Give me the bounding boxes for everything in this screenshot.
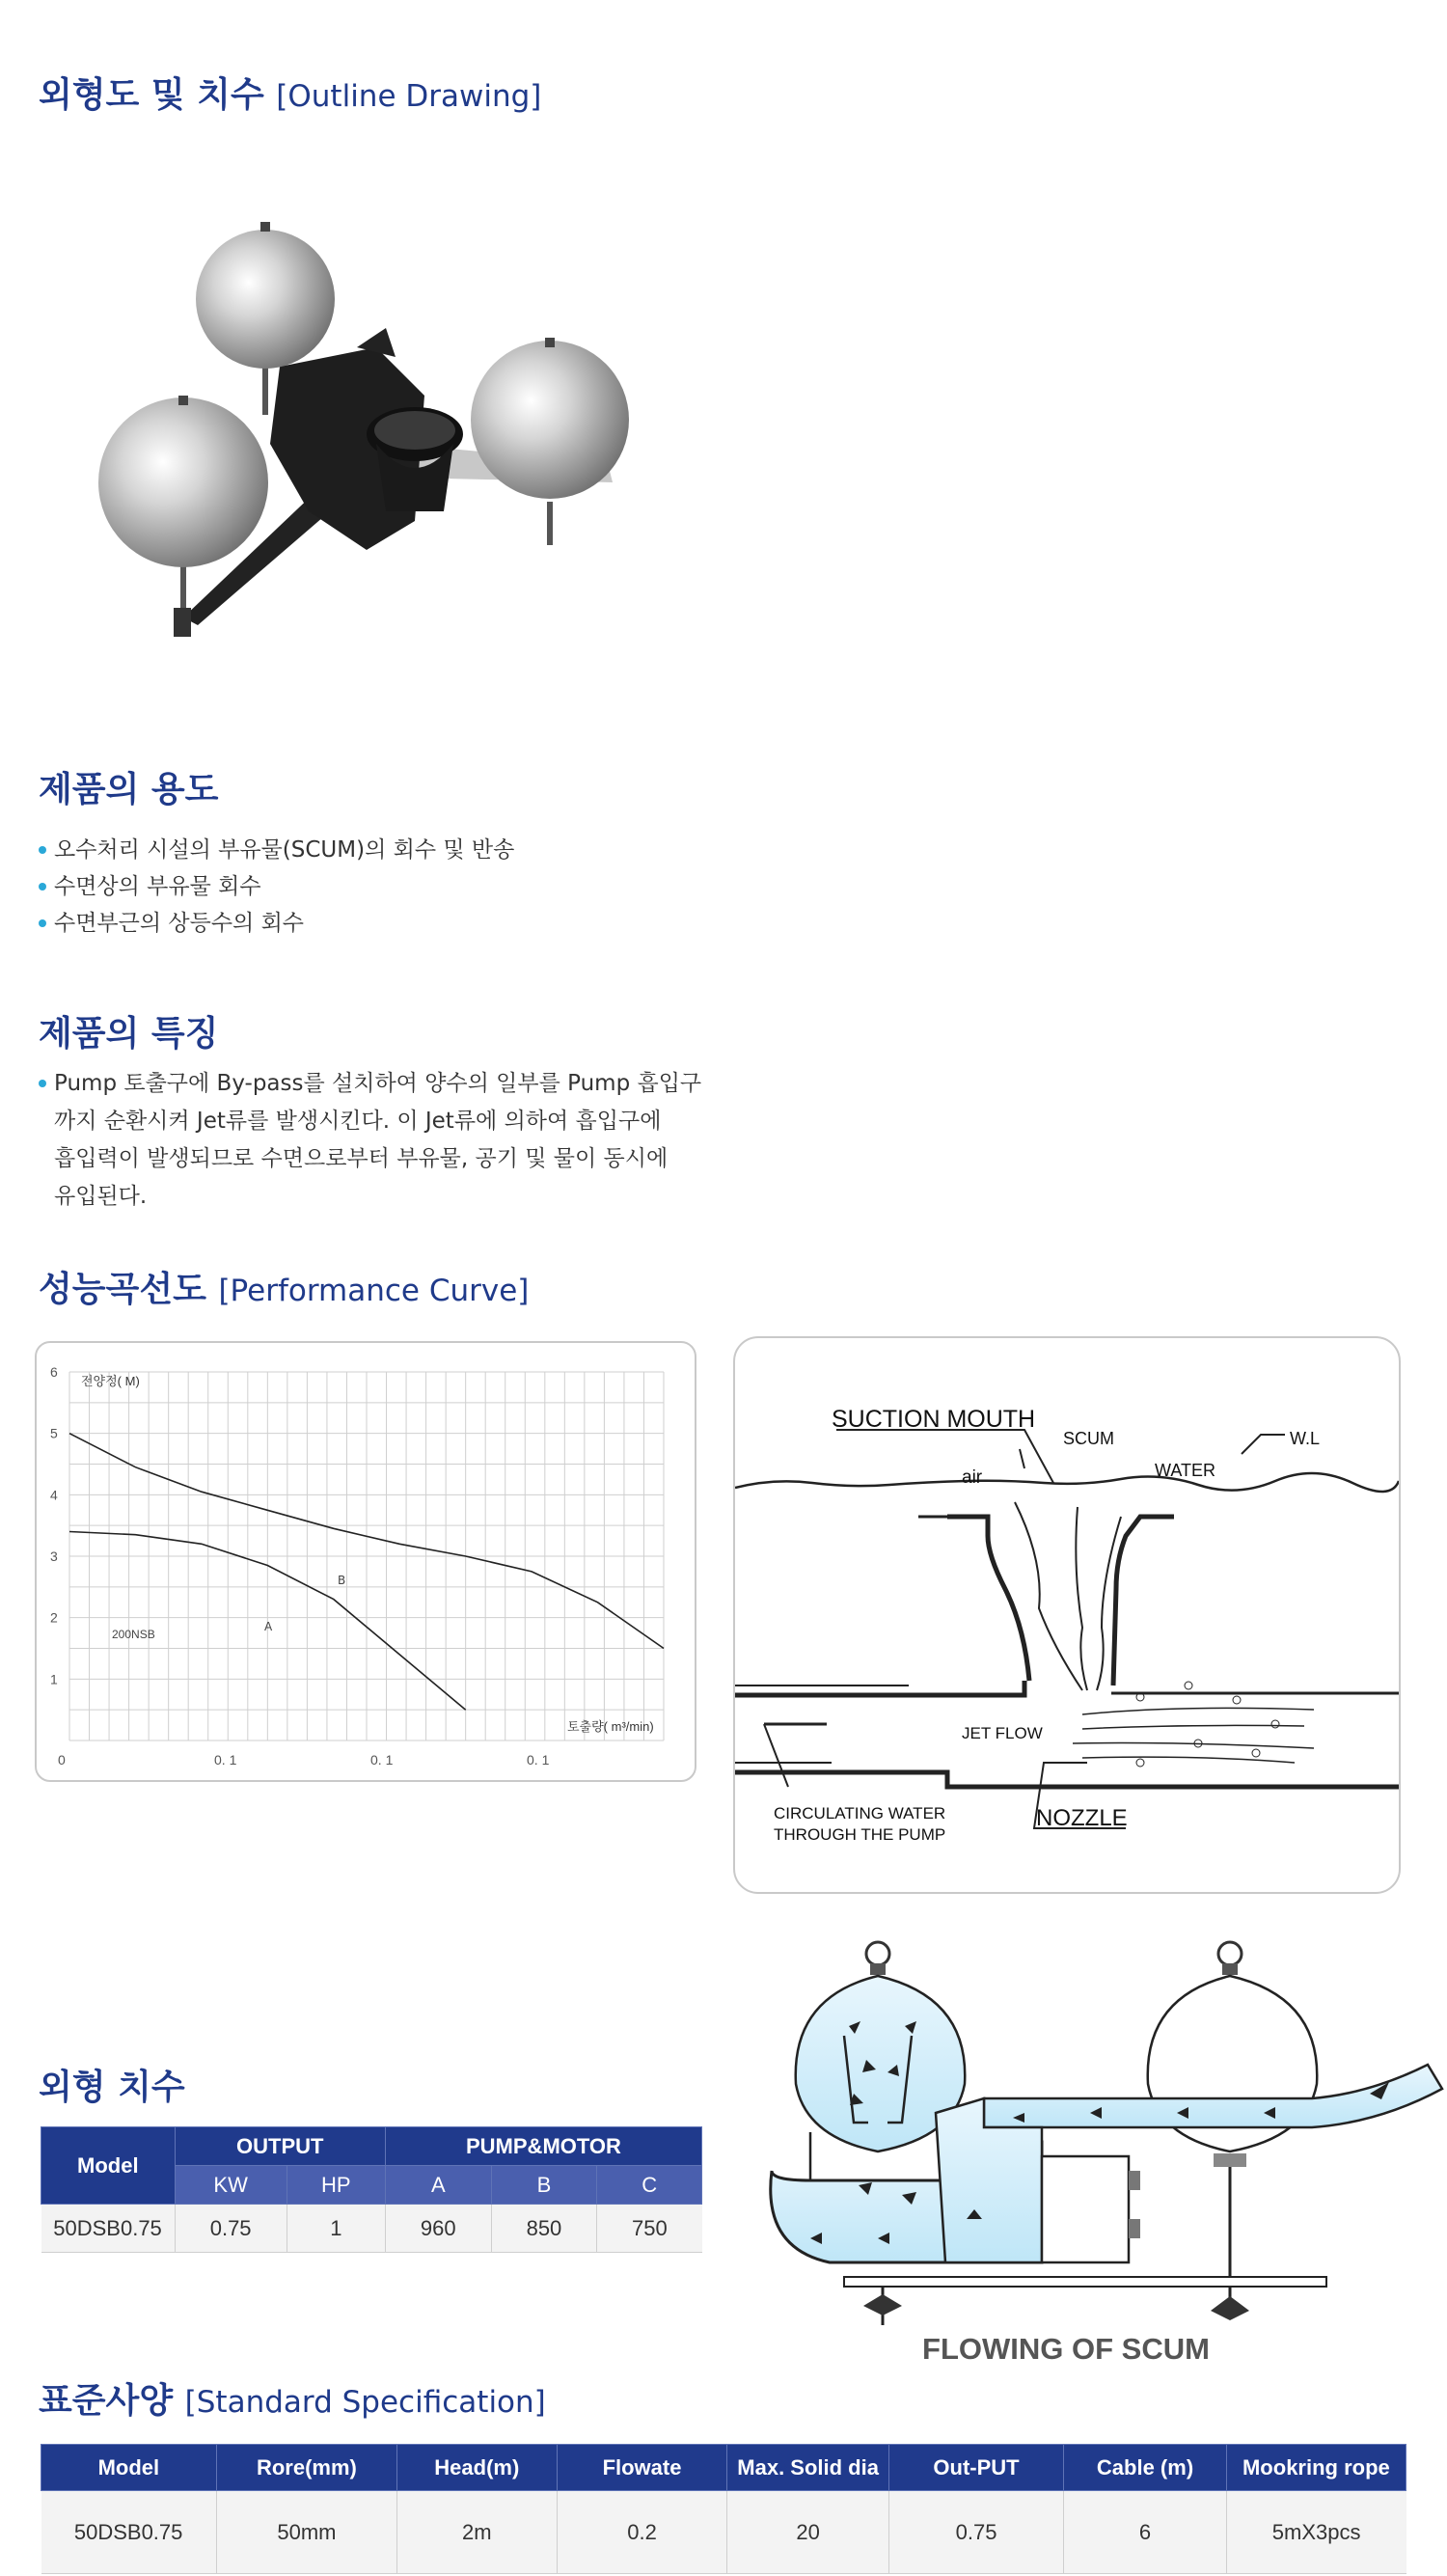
spec-col-bore: Rore(mm): [216, 2445, 396, 2491]
list-item: 수면상의 부유물 회수: [39, 868, 514, 905]
y-tick-label: 5: [50, 1425, 58, 1441]
col-model: Model: [41, 2127, 176, 2205]
flowing-caption: FLOWING OF SCUM: [922, 2332, 1210, 2366]
table-row: 50DSB0.75 50mm 2m 0.2 20 0.75 6 5mX3pcs: [41, 2491, 1406, 2574]
col-a: A: [385, 2166, 491, 2205]
label-suction-mouth: SUCTION MOUTH: [832, 1406, 1036, 1433]
col-pump-motor: PUMP&MOTOR: [385, 2127, 701, 2166]
jet-flow-diagram: [733, 1336, 1401, 1894]
performance-chart: [37, 1343, 695, 1780]
usage-title: 제품의 용도: [39, 770, 219, 809]
performance-chart-panel: [35, 1341, 696, 1782]
chart-annotation: 200NSB: [112, 1628, 155, 1641]
col-output: OUTPUT: [175, 2127, 385, 2166]
x-tick-label: 0: [58, 1752, 66, 1768]
spec-col-rope: Mookring rope: [1226, 2445, 1406, 2491]
label-air: air: [962, 1467, 983, 1488]
label-circulating-1: CIRCULATING WATER: [774, 1804, 946, 1822]
product-photo: [87, 203, 666, 666]
x-tick-label: 0. 1: [214, 1752, 237, 1768]
label-water: WATER: [1155, 1461, 1215, 1480]
y-tick-label: 1: [50, 1671, 58, 1687]
spec-col-cable: Cable (m): [1064, 2445, 1226, 2491]
chart-ylabel: 전양정( M): [81, 1374, 140, 1388]
label-scum: SCUM: [1063, 1429, 1114, 1448]
spec-col-head: Head(m): [397, 2445, 558, 2491]
y-tick-label: 3: [50, 1548, 58, 1564]
dimensions-table: [41, 2126, 702, 2253]
label-jet-flow: JET FLOW: [962, 1724, 1043, 1742]
spec-col-output: Out-PUT: [888, 2445, 1064, 2491]
series-label-a: A: [264, 1620, 273, 1633]
col-c: C: [597, 2166, 702, 2205]
label-wl: W.L: [1290, 1429, 1321, 1448]
outline-title: 외형도 및 치수 [Outline Drawing]: [39, 75, 542, 115]
label-circulating-2: THROUGH THE PUMP: [774, 1825, 946, 1844]
series-label-b: B: [338, 1574, 346, 1587]
dimensions-title: 외형 치수: [39, 2068, 185, 2107]
x-tick-label: 0. 1: [527, 1752, 550, 1768]
col-kw: KW: [175, 2166, 287, 2205]
list-item: 수면부근의 상등수의 회수: [39, 905, 514, 942]
standard-spec-table: [41, 2444, 1406, 2574]
col-hp: HP: [287, 2166, 385, 2205]
spec-col-flow: Flowate: [557, 2445, 727, 2491]
spec-col-solid: Max. Solid dia: [727, 2445, 888, 2491]
features-title: 제품의 특징: [39, 1014, 219, 1054]
usage-list: [39, 832, 514, 942]
scum-flow-diagram: [752, 1930, 1447, 2373]
performance-title: 성능곡선도 [Performance Curve]: [39, 1270, 530, 1309]
feature-text: Pump 토출구에 By-pass를 설치하여 양수의 일부를 Pump 흡입구 까지 순환시켜 Jet류를 발생시킨다. 이 Jet류에 의하여 흡입구에 흡입력이 발생되므로 수면으로부터 부유물, 공기 및 물이 동시에 유입된다.: [39, 1065, 720, 1216]
col-b: B: [491, 2166, 597, 2205]
x-tick-label: 0. 1: [370, 1752, 394, 1768]
y-tick-label: 4: [50, 1487, 58, 1503]
spec-col-model: Model: [41, 2445, 217, 2491]
y-tick-label: 6: [50, 1364, 58, 1380]
y-tick-label: 2: [50, 1609, 58, 1626]
table-row: 50DSB0.75 0.75 1 960 850 750: [41, 2205, 702, 2253]
chart-xlabel: 토출량( m³/min): [567, 1719, 654, 1734]
list-item: 오수처리 시설의 부유물(SCUM)의 회수 및 반송: [39, 832, 514, 868]
label-nozzle: NOZZLE: [1036, 1805, 1128, 1831]
standard-title: 표준사양 [Standard Specification]: [39, 2381, 546, 2421]
